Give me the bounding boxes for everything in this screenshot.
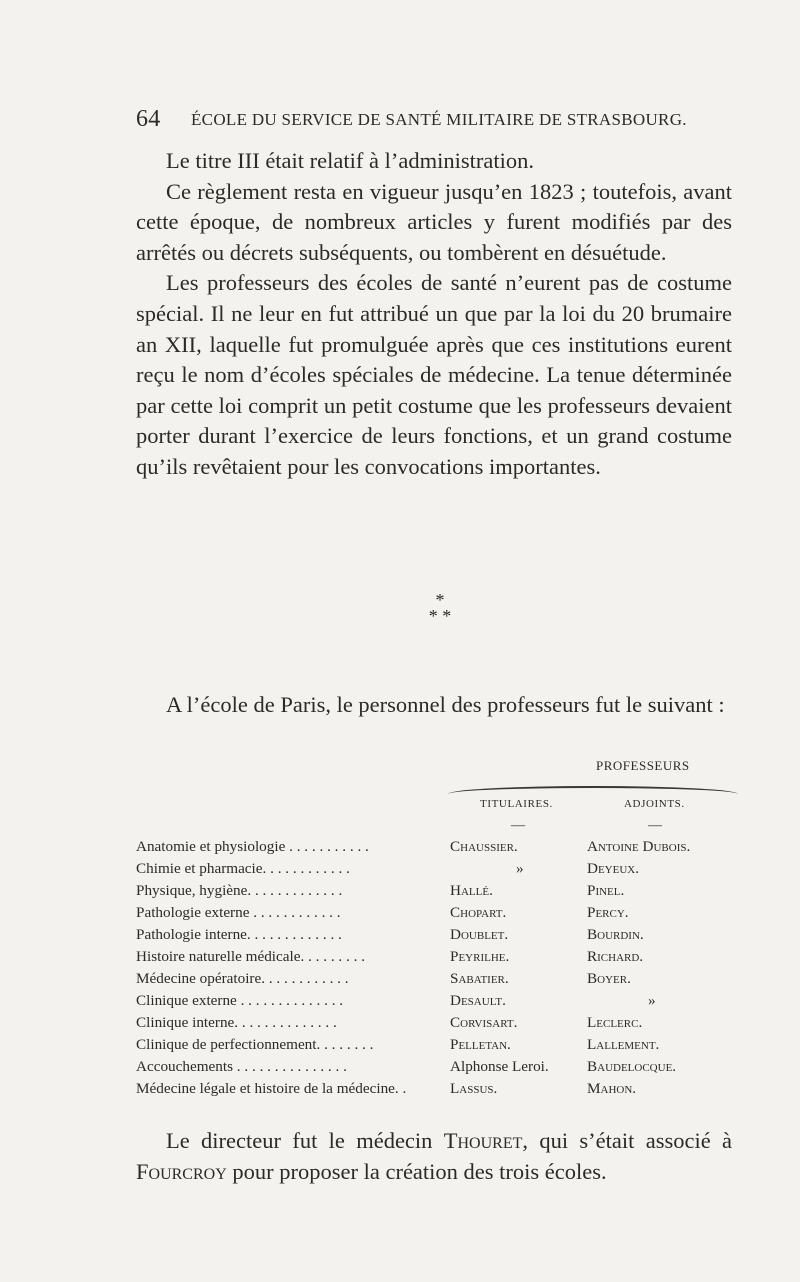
col-adjoints: ADJOINTS.	[624, 798, 685, 810]
row-adjoint: Deyeux.	[587, 860, 640, 877]
table-row	[136, 1036, 756, 1054]
table-row	[136, 860, 756, 878]
row-subject: Médecine opératoire. . . . . . . . . . . .	[136, 970, 349, 987]
table-row	[136, 1014, 756, 1032]
row-titulaire: Doublet.	[450, 926, 509, 943]
row-titulaire: Pelletan.	[450, 1036, 511, 1053]
separator-line-2: * *	[428, 606, 452, 626]
row-subject: Pathologie externe . . . . . . . . . . . .	[136, 904, 341, 921]
row-adjoint: Mahon.	[587, 1080, 637, 1097]
body-text	[136, 146, 732, 483]
section-separator	[420, 592, 460, 624]
header-brace	[448, 786, 738, 794]
row-adjoint: Pinel.	[587, 882, 625, 899]
row-subject: Physique, hygiène. . . . . . . . . . . . .	[136, 882, 343, 899]
row-subject: Histoire naturelle médicale. . . . . . . . .	[136, 948, 366, 965]
row-titulaire: Lassus.	[450, 1080, 498, 1097]
row-subject: Clinique interne. . . . . . . . . . . . . .	[136, 1014, 337, 1031]
row-adjoint: »	[648, 992, 656, 1009]
closing-paragraph	[136, 1126, 732, 1187]
row-titulaire: Chopart.	[450, 904, 507, 921]
closing-part-3: pour proposer la création des trois écoles.	[226, 1158, 607, 1184]
closing-text	[136, 1126, 732, 1187]
paragraph-2: Ce règlement resta en vigueur jusqu’en 1823 ; toutefois, avant cette époque, de nombreux articles y furent modifiés par des arrêtés ou décrets subséquents, ou tombèrent en désuétude.	[136, 178, 732, 265]
table-header: PROFESSEURS	[596, 758, 690, 773]
row-titulaire: Hallé.	[450, 882, 493, 899]
row-subject: Clinique de perfectionnement. . . . . . . .	[136, 1036, 374, 1053]
closing-part-1: Le directeur fut le médecin	[166, 1128, 444, 1153]
running-title: ÉCOLE DU SERVICE DE SANTÉ MILITAIRE DE STRASBOURG.	[191, 110, 687, 129]
row-subject: Accouchements . . . . . . . . . . . . . . .	[136, 1058, 347, 1075]
page-number: 64	[136, 106, 161, 132]
row-adjoint: Boyer.	[587, 970, 631, 987]
table-row	[136, 926, 756, 944]
separator-line-1: *	[435, 590, 445, 610]
row-titulaire: »	[516, 860, 524, 877]
row-adjoint: Richard.	[587, 948, 644, 965]
row-adjoint: Bourdin.	[587, 926, 644, 943]
closing-part-2: , qui s’était associé à	[522, 1128, 733, 1153]
row-adjoint: Baudelocque.	[587, 1058, 677, 1075]
row-adjoint: Lallement.	[587, 1036, 660, 1053]
table-row	[136, 882, 756, 900]
row-titulaire: Sabatier.	[450, 970, 509, 987]
name-fourcroy: Fourcroy	[136, 1158, 227, 1184]
table-row	[136, 1080, 756, 1098]
intro-text	[136, 690, 732, 721]
table-row	[136, 970, 756, 988]
paragraph-1: Le titre III était relatif à l’administration.	[166, 148, 534, 173]
col-dash-adjoints: —	[648, 818, 662, 833]
row-subject: Clinique externe . . . . . . . . . . . . . .	[136, 992, 344, 1009]
row-titulaire: Peyrilhe.	[450, 948, 510, 965]
table-row	[136, 838, 756, 856]
col-titulaires: TITULAIRES.	[480, 798, 553, 810]
intro-paragraph: A l’école de Paris, le personnel des professeurs fut le suivant :	[166, 692, 725, 717]
name-thouret: Thouret	[443, 1128, 523, 1153]
row-adjoint: Antoine Dubois.	[587, 838, 691, 855]
row-adjoint: Leclerc.	[587, 1014, 643, 1031]
col-dash-titulaires: —	[511, 818, 525, 833]
row-subject: Pathologie interne. . . . . . . . . . . . .	[136, 926, 342, 943]
row-titulaire: Chaussier.	[450, 838, 518, 855]
row-titulaire: Alphonse Leroi.	[450, 1058, 549, 1075]
row-subject: Médecine légale et histoire de la médecine. .	[136, 1080, 407, 1097]
table-row	[136, 904, 756, 922]
row-titulaire: Desault.	[450, 992, 506, 1009]
table-row	[136, 992, 756, 1010]
row-titulaire: Corvisart.	[450, 1014, 518, 1031]
row-adjoint: Percy.	[587, 904, 629, 921]
row-subject: Anatomie et physiologie . . . . . . . . . . .	[136, 838, 369, 855]
paragraph-3: Les professeurs des écoles de santé n’eurent pas de costume spécial. Il ne leur en fut attribué un que par la loi du 20 brumaire an XII, laquelle fut promulguée après que ces institutions eurent reçu le nom d’écoles spéciales de médecine. La tenue déterminée par cette loi comprit un petit costume que les professeurs devaient porter durant l’exercice de leurs fonctions, et un grand costume qu’ils revêtaient pour les convocations importantes.	[136, 270, 732, 479]
table-row	[136, 1058, 756, 1076]
row-subject: Chimie et pharmacie. . . . . . . . . . . .	[136, 860, 350, 877]
table-row	[136, 948, 756, 966]
